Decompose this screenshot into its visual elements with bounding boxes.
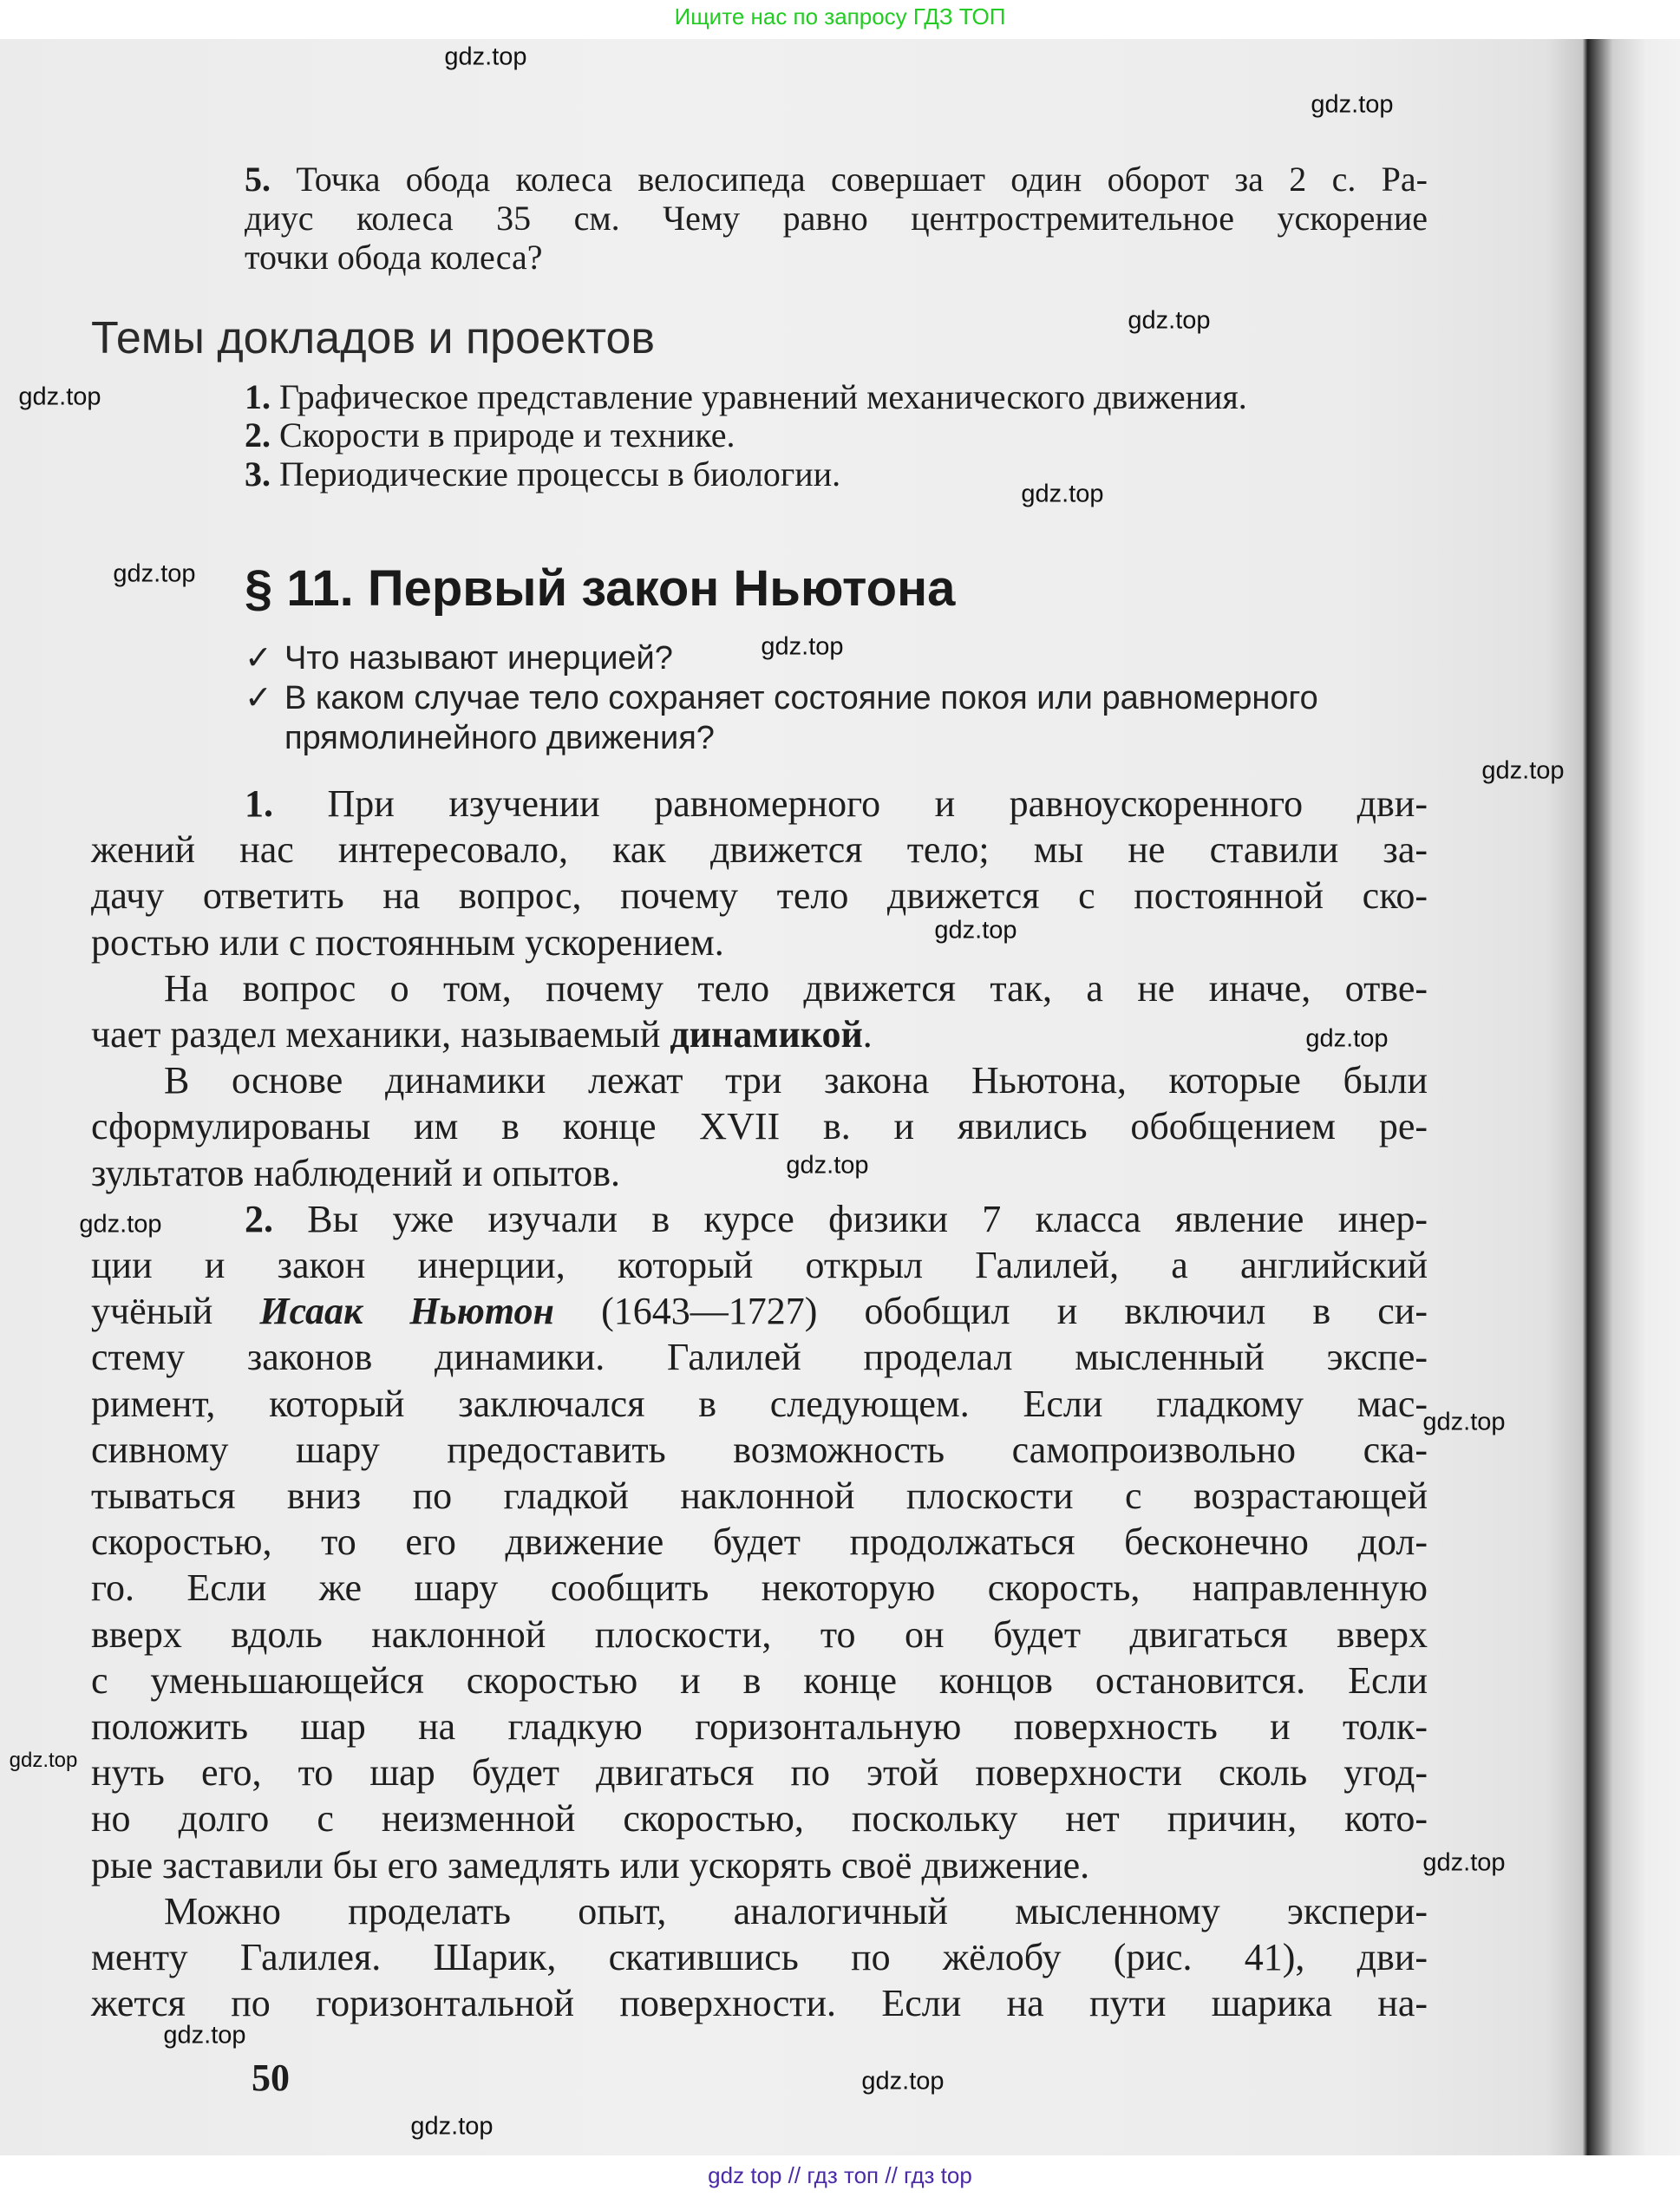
task-5-line-3: точки обода колеса? [245, 238, 543, 277]
text-run: жений нас интересовало, как движется тело; мы не ставили за- [91, 828, 1428, 872]
watermark-link[interactable]: gdz.top [1021, 480, 1104, 508]
section-title: § 11. Первый закон Ньютона [245, 560, 956, 617]
task-5-line-2: диус колеса 35 см. Чему равно центростремительное ускорение [245, 199, 1428, 238]
text-run: На вопрос о том, почему тело движется так, а не иначе, отве- [164, 966, 1428, 1010]
body-line [91, 1749, 1428, 1795]
body-line [91, 827, 1428, 873]
check-icon: ✓ [245, 680, 272, 716]
body-line [91, 1381, 1428, 1427]
text-run: менту Галилея. Шарик, скатившись по жёлобу (рис. 41), дви- [91, 1936, 1428, 1978]
watermark-link[interactable]: gdz.top [1422, 1848, 1506, 1877]
text-run: скоростью, то его движение будет продолжаться бесконечно дол- [91, 1520, 1428, 1564]
task-number: 5. [245, 160, 271, 199]
question-item [245, 638, 673, 677]
footer-links[interactable]: gdz top // гдз топ // гдз top [708, 2162, 972, 2188]
text-run: римент, который заключался в следующем. Если гладкому мас- [91, 1382, 1428, 1425]
text-run: с уменьшающейся скоростью и в конце концов остановится. Если [91, 1658, 1428, 1702]
body-line [91, 1242, 1428, 1288]
body-line [91, 1980, 1428, 2026]
text-run: рые заставили бы его замедлять или ускорять своё движение. [91, 1843, 1090, 1886]
body-line [164, 1057, 1428, 1103]
topic-text: Графическое представление уравнений механического движения. [279, 377, 1247, 416]
body-line [245, 781, 1428, 827]
watermark-link[interactable]: gdz.top [1311, 90, 1394, 119]
watermark-link[interactable]: gdz.top [1422, 1408, 1506, 1436]
watermark-link[interactable]: gdz.top [9, 1749, 78, 1772]
body-line [91, 873, 1428, 919]
watermark-link[interactable]: gdz.top [18, 383, 101, 411]
task-text: Точка обода колеса велосипеда совершает один оборот за 2 с. Ра- [296, 160, 1428, 199]
page-number: 50 [252, 2056, 290, 2099]
watermark-link[interactable]: gdz.top [1305, 1024, 1389, 1053]
text-run: ростью или с постоянным ускорением. [91, 920, 724, 964]
body-line [91, 1334, 1428, 1380]
topic-text: Периодические процессы в биологии. [279, 454, 841, 494]
text-run: При изучении равномерного и равноускоренного дви- [273, 782, 1428, 825]
text-run: го. Если же шару сообщить некоторую скорость, направленную [91, 1566, 1428, 1610]
text-run: жется по горизонтальной поверхности. Если на пути шарика на- [91, 1982, 1428, 2025]
body-line [91, 1011, 873, 1057]
topic-item [245, 454, 840, 494]
text-run: дачу ответить на вопрос, почему тело движется с постоянной ско- [91, 874, 1428, 918]
text-run: стему законов динамики. Галилей проделал мысленный экспе- [91, 1336, 1428, 1379]
topics-heading: Темы докладов и проектов [91, 313, 656, 363]
watermark-link[interactable]: gdz.top [444, 43, 527, 71]
question-item [245, 678, 1318, 717]
emphasized-text: 1. [245, 782, 273, 825]
text-run: сивному шару предоставить возможность самопроизвольно ска- [91, 1428, 1428, 1471]
text-run: В основе динамики лежат три закона Ньютона, которые были [164, 1059, 1428, 1102]
text-run: положить шар на гладкую горизонтальную поверхность и толк- [91, 1705, 1428, 1748]
watermark-link[interactable]: gdz.top [1128, 306, 1211, 335]
text-run: (1643—1727) обобщил и включил в си- [553, 1290, 1428, 1333]
text-run: зультатов наблюдений и опытов. [91, 1151, 621, 1194]
emphasized-text: динамикой [670, 1013, 863, 1056]
body-line [91, 1934, 1428, 1980]
question-text: В каком случае тело сохраняет состояние покоя или равномерного [284, 680, 1318, 716]
watermark-link[interactable]: gdz.top [410, 2112, 494, 2141]
body-line [245, 1196, 1428, 1242]
footer [0, 2155, 1680, 2197]
text-run: ции и закон инерции, который открыл Галилей, а английский [91, 1244, 1428, 1286]
topic-item [245, 415, 735, 455]
body-line [91, 919, 724, 965]
body-line [91, 1103, 1428, 1149]
text-run: учёный [91, 1290, 260, 1333]
text-run: сформулированы им в конце XVII в. и явились обобщением ре- [91, 1105, 1428, 1148]
text-run: нуть его, то шар будет двигаться по этой поверхности сколь угод- [91, 1751, 1428, 1795]
topic-item [245, 376, 1247, 417]
text-run: Вы уже изучали в курсе физики 7 класса явление инер- [273, 1197, 1428, 1240]
check-icon: ✓ [245, 640, 272, 677]
body-line [91, 1150, 620, 1196]
emphasized-text: 2. [245, 1197, 273, 1240]
topic-number: 3. [245, 454, 271, 494]
question-continuation: прямолинейного движения? [284, 720, 715, 756]
watermark-link[interactable]: gdz.top [79, 1210, 162, 1239]
top-banner [0, 0, 1680, 39]
body-line [91, 1427, 1428, 1473]
body-line [91, 1612, 1428, 1658]
watermark-link[interactable]: gdz.top [163, 2021, 246, 2050]
text-run: Можно проделать опыт, аналогичный мысленному экспери- [164, 1889, 1428, 1932]
topic-text: Скорости в природе и технике. [279, 415, 735, 454]
watermark-link[interactable]: gdz.top [113, 559, 196, 588]
body-line [91, 1842, 1089, 1888]
body-line [91, 1703, 1428, 1749]
emphasized-text: Исаак Ньютон [259, 1290, 554, 1333]
body-line [91, 1519, 1428, 1565]
body-line [91, 1795, 1428, 1841]
body-line [91, 1658, 1428, 1703]
watermark-link[interactable]: gdz.top [761, 632, 844, 661]
topic-number: 2. [245, 415, 271, 454]
body-line [91, 1565, 1428, 1611]
topic-number: 1. [245, 377, 271, 416]
watermark-link[interactable]: gdz.top [934, 916, 1017, 945]
watermark-link[interactable]: gdz.top [1481, 756, 1565, 785]
body-line [164, 965, 1428, 1011]
text-run: но долго с неизменной скоростью, поскольку нет причин, кото- [91, 1797, 1428, 1841]
watermark-link[interactable]: gdz.top [861, 2067, 945, 2096]
question-text: Что называют инерцией? [284, 640, 673, 677]
text-run: вверх вдоль наклонной плоскости, то он будет двигаться вверх [91, 1612, 1428, 1656]
watermark-link[interactable]: gdz.top [786, 1151, 869, 1180]
body-line [91, 1473, 1428, 1519]
top-banner-text[interactable]: Ищите нас по запросу ГДЗ ТОП [674, 3, 1006, 29]
task-5-line-1 [245, 160, 1428, 199]
text-run: . [862, 1013, 873, 1056]
text-run: чает раздел механики, называемый [91, 1013, 670, 1056]
body-line [91, 1288, 1428, 1334]
body-line [164, 1888, 1428, 1934]
text-run: тываться вниз по гладкой наклонной плоскости с возрастающей [91, 1474, 1428, 1517]
